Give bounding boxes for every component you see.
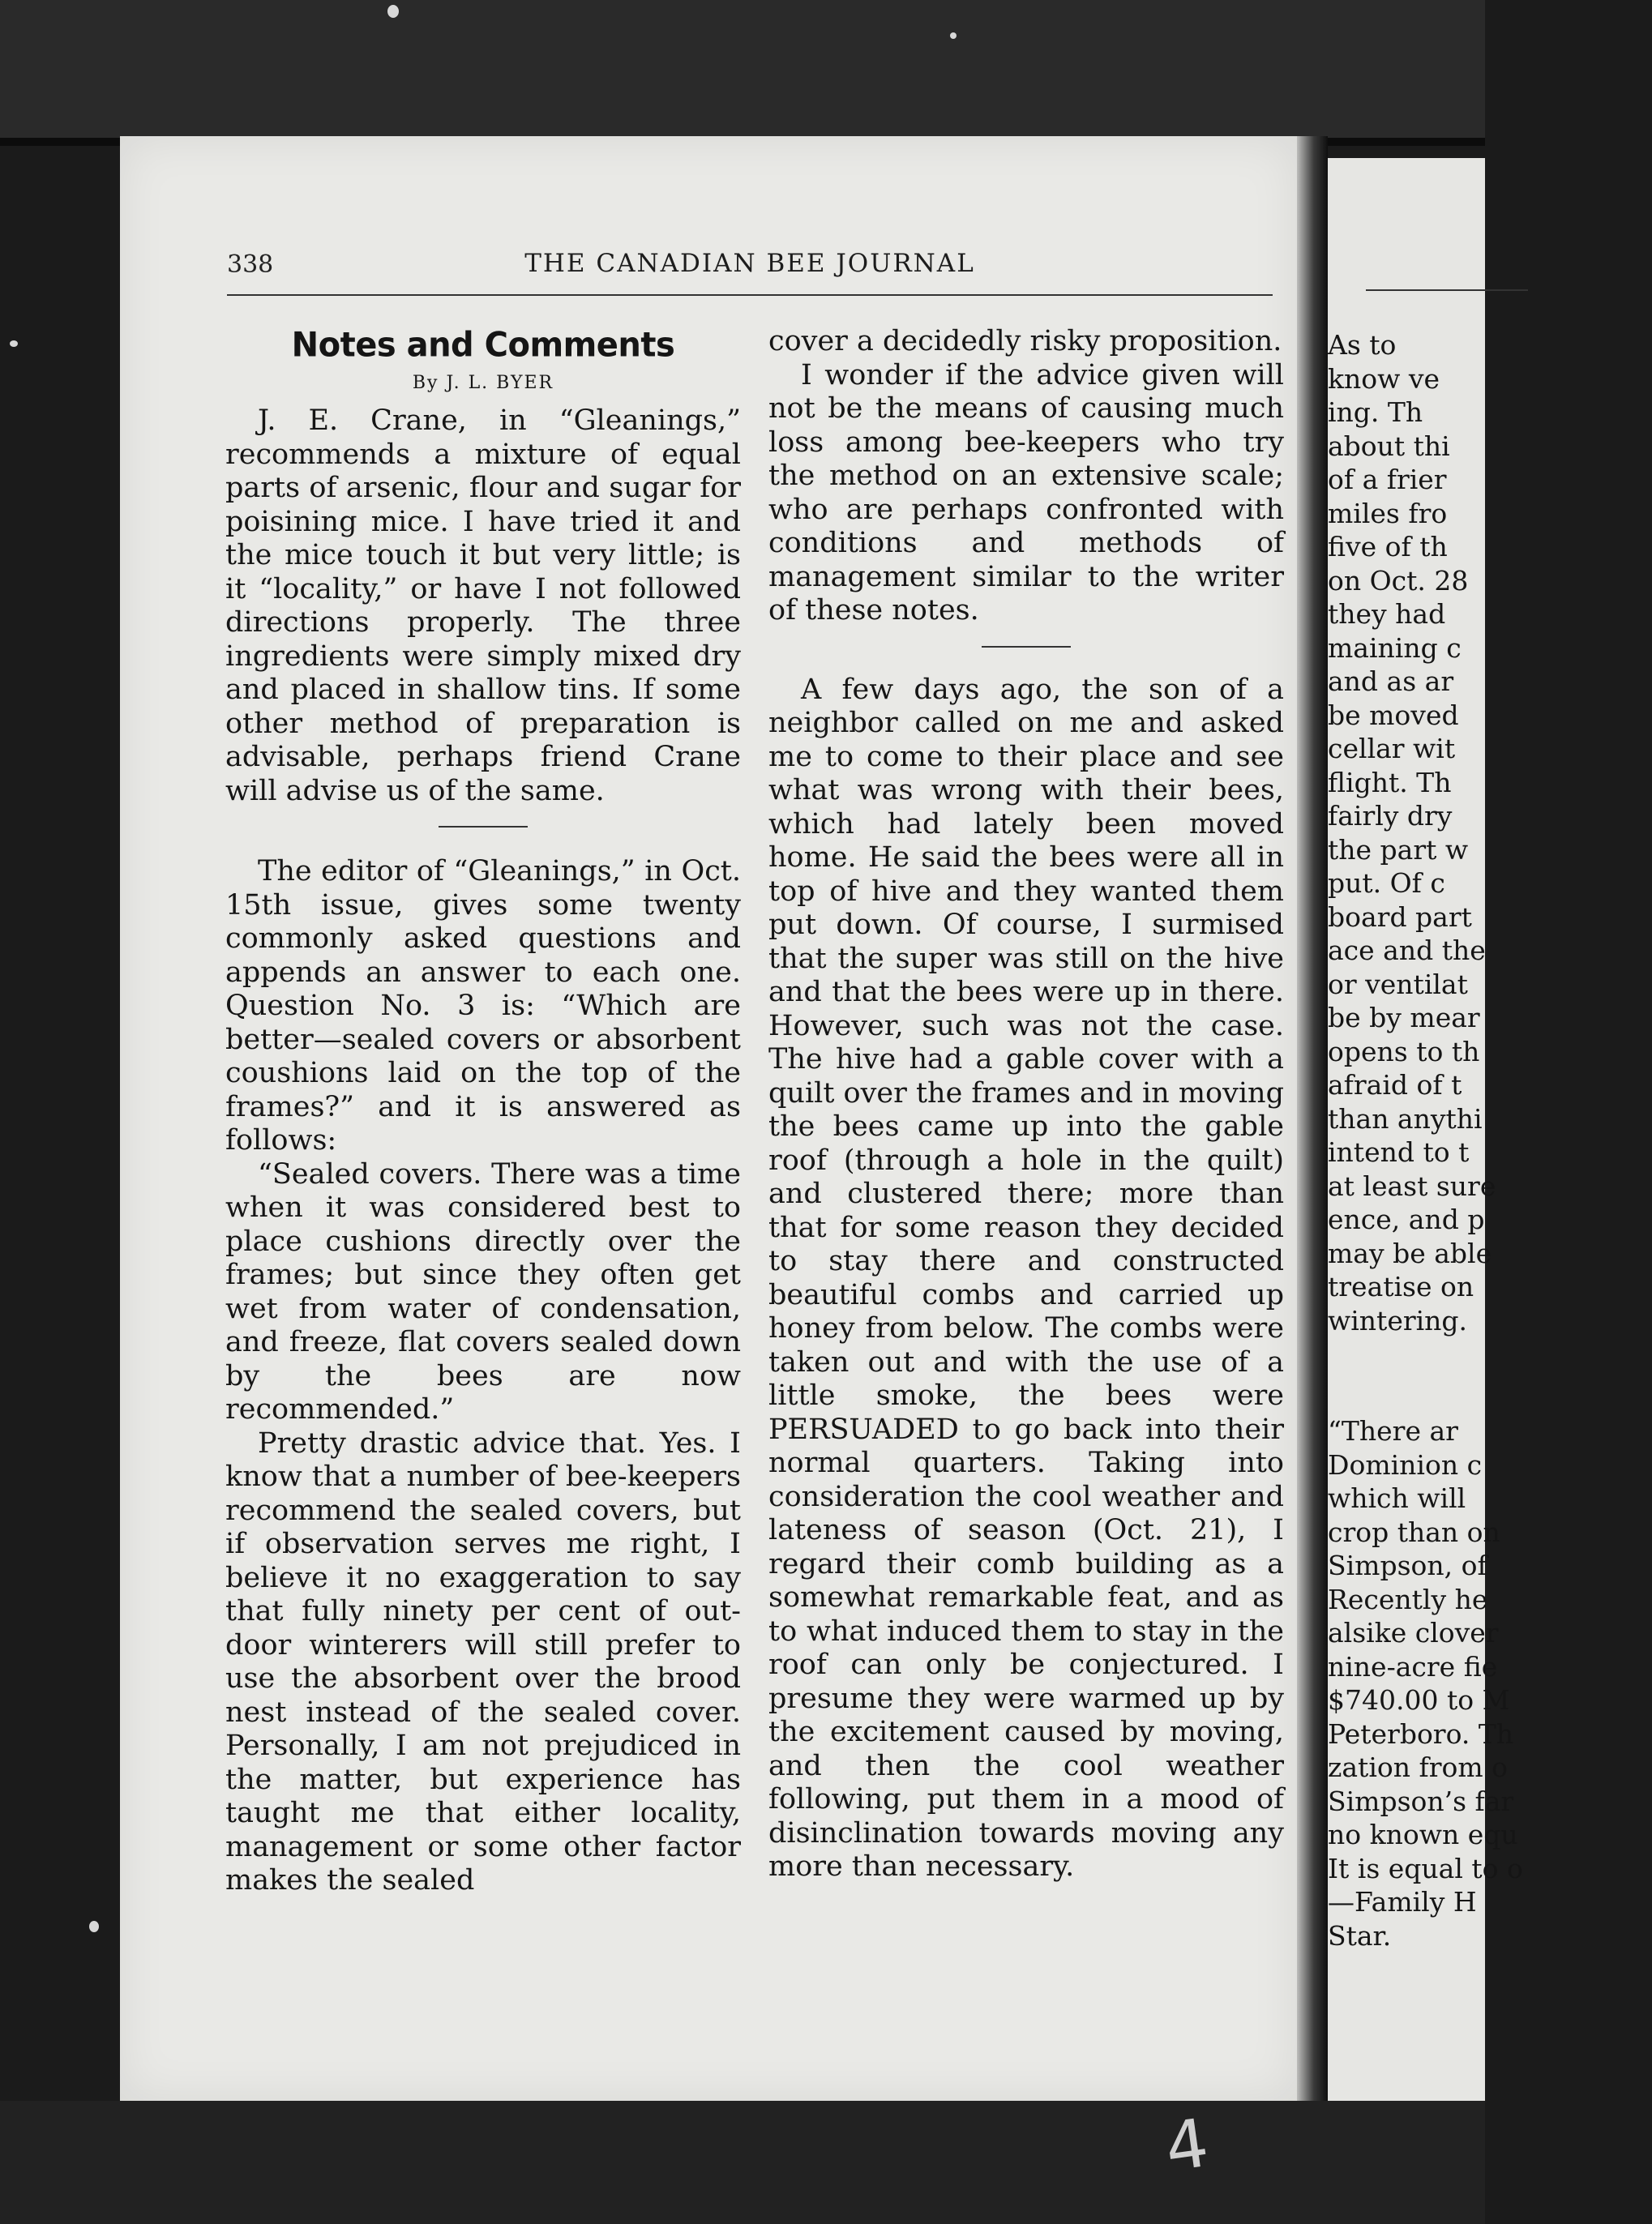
text-line: no known equ: [1328, 1819, 1518, 1850]
text-line: Recently he: [1328, 1583, 1488, 1615]
text-line: on Oct. 28: [1328, 564, 1469, 597]
paragraph-continuation: cover a decidedly risky proposition.: [768, 325, 1282, 357]
text-line: Simpson, of: [1328, 1550, 1487, 1581]
text-line: be by mear: [1328, 1002, 1480, 1033]
dust-speck: [89, 1921, 99, 1932]
journal-page: [120, 136, 1297, 2101]
spacer: [1328, 1337, 1652, 1414]
text-line: of a frier: [1328, 464, 1447, 495]
film-strip-bottom: [0, 2101, 1485, 2224]
text-line: nine-acre fie: [1328, 1650, 1498, 1683]
film-strip-top: [0, 0, 1485, 146]
paragraph: I wonder if the advice given will not be the means of causing much loss among bee-keepers who try the method on an extensive scale; who are perhaps confronted with conditions and methods of management similar to the writer of these notes.: [768, 358, 1284, 627]
text-line: alsike clover: [1328, 1617, 1499, 1649]
paragraph: J. E. Crane, in “Gleanings,” recommends a mixture of equal parts of arsenic, flour and sugar for poisining mice. I have tried it and the mice touch it but very little; is it “locality,” or have I not followed directions properly. The three ingredients were simply mixed dry and placed in shallow tins. If some other method of preparation is advisable, perhaps friend Crane will advise us of the same.: [225, 404, 741, 807]
header-rule: [1366, 289, 1528, 291]
text-line: Simpson’s far: [1328, 1785, 1514, 1817]
text-line: afraid of t: [1328, 1069, 1462, 1101]
paragraph: A few days ago, the son of a neighbor called on me and asked me to come to their place and see what was wrong with their bees, which had lately been moved home. He said the bees were all in top of hive and they wanted them put down. Of course, I surmised that the super was still on the hive and that the bees were up in there. However, such was not the case. The hive had a gable cover with a quilt over the frames and in moving the bees came up into the gable roof (through a hole in the quilt) and clustered there; more than that for some reason they decided to stay there and constructed beautiful combs and carried up honey from below. The combs were taken out and with the use of a little smoke, the bees were PERSUADED to go back into their normal quarters. Taking into consideration the cool weather and lateness of season (Oct. 21), I regard their comb building as a somewhat remarkable feat, and as to what induced them to stay in the roof can only be conjectured. I presume they were warmed up by the excitement caused by moving, and then the cool weather following, put them in a mood of disinclination towards moving any more than necessary.: [768, 673, 1284, 1883]
text-line: the part w: [1328, 833, 1469, 866]
text-line: flight. Th: [1328, 766, 1452, 798]
paragraph: Pretty drastic advice that. Yes. I know that a number of bee-keepers recommend the sealed covers, but if observation serves me right, I believe it no exaggeration to say that fully ninety per cent of out-door winterers will still prefer to use the absorbent over the brood nest instead of the sealed cover. Personally, I am not prejudiced in the matter, but experience has taught me that either locality, management or some other factor makes the sealed: [225, 1426, 741, 1897]
text-line: Dominion c: [1328, 1448, 1483, 1481]
text-line: maining c: [1328, 631, 1462, 664]
section-divider: [982, 646, 1071, 648]
book-gutter: [1297, 136, 1328, 2114]
text-line: intend to t: [1328, 1136, 1470, 1168]
text-line: five of th: [1328, 531, 1448, 562]
text-line: —Family H: [1328, 1886, 1477, 1918]
text-line: at least sure: [1328, 1170, 1496, 1202]
dust-speck: [950, 32, 957, 39]
text-line: It is equal to o: [1328, 1852, 1523, 1884]
text-line: “There ar: [1328, 1415, 1458, 1447]
text-line: fairly dry: [1328, 800, 1453, 832]
text-line: ace and the: [1328, 935, 1486, 966]
text-line: Star.: [1328, 1919, 1392, 1952]
dust-speck: [387, 5, 399, 18]
text-line: put. Of c: [1328, 867, 1445, 899]
text-line: than anythi: [1328, 1102, 1483, 1135]
text-line: wintering.: [1328, 1304, 1468, 1337]
text-line: know ve: [1328, 362, 1440, 395]
page-header: [227, 246, 1273, 296]
text-line: ence, and p: [1328, 1204, 1485, 1235]
text-line: Peterboro. Th: [1328, 1717, 1514, 1750]
text-line: $740.00 to M: [1328, 1684, 1510, 1716]
text-line: treatise on: [1328, 1271, 1474, 1302]
article-byline: By J. L. BYER: [412, 373, 554, 393]
facing-page-edge: [1328, 158, 1523, 2107]
text-line: cellar wit: [1328, 733, 1456, 764]
text-line: crop than on: [1328, 1516, 1500, 1548]
text-line: they had: [1328, 598, 1446, 630]
left-column: [225, 325, 741, 1898]
paragraph: The editor of “Gleanings,” in Oct. 15th issue, gives some twenty commonly asked questions and appends an answer to each one. Question No. 3 is: “Which are better—sealed covers or absorbent coushions laid on the top of the frames?” and it is answered as follows:: [225, 855, 741, 1157]
text-line: miles fro: [1328, 497, 1448, 529]
text-line: As to: [1328, 329, 1397, 361]
text-line: which will: [1328, 1482, 1466, 1514]
text-line: zation from o: [1328, 1751, 1508, 1783]
paragraph: “Sealed covers. There was a time when it was considered best to place cushions directly over the frames; but since they often get wet from water of condensation, and freeze, flat covers sealed down by the bees are now recommended.”: [225, 1157, 741, 1426]
handwritten-frame-mark: 4: [1160, 2104, 1213, 2188]
running-head: THE CANADIAN BEE JOURNAL: [524, 249, 975, 278]
text-line: may be able: [1328, 1237, 1492, 1269]
dust-speck: [10, 340, 18, 347]
right-column: [768, 325, 1284, 1884]
text-line: or ventilat: [1328, 968, 1468, 1000]
text-line: about thi: [1328, 430, 1450, 462]
page-number: 338: [227, 250, 274, 279]
text-line: opens to th: [1328, 1035, 1480, 1067]
article-title: Notes and Comments: [291, 325, 675, 366]
text-line: and as ar: [1328, 665, 1454, 697]
facing-page-text: [1328, 328, 1652, 1952]
section-divider: [439, 826, 528, 828]
text-line: board part: [1328, 900, 1472, 933]
text-line: be moved: [1328, 699, 1459, 731]
text-line: ing. Th: [1328, 396, 1423, 428]
